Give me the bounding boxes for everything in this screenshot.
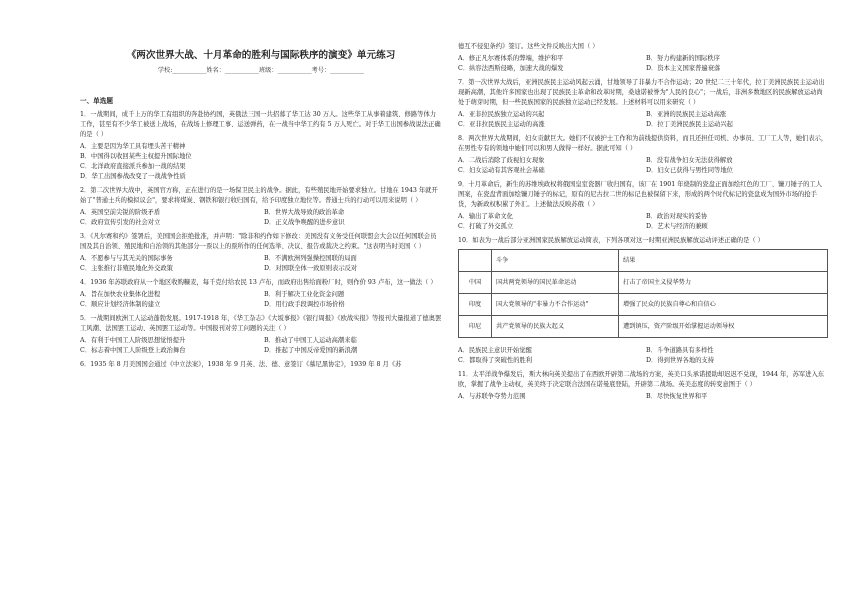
question-3 [80,232,442,274]
option-d: D．对国联全体一致原则表示反对 [264,265,358,272]
student-info-line: 学校:___________姓名：___________班级：___________考号：___________ [157,67,365,74]
table-header-row [459,250,828,272]
option-b: B．利于解决工业化资金问题 [264,291,345,298]
option-a: A．与苏联争夺势力范围 [458,393,526,400]
option-a: A．输出了革命文化 [458,213,513,220]
table-cell: 共产党领导的民族大起义 [492,316,619,338]
option-a: A．亚非拉民族独立运动的兴起 [458,111,545,118]
table-cell: 增强了民众的民族自尊心和自信心 [619,294,828,316]
question-6 [80,360,442,370]
table-header-cell: 斗争 [492,250,619,272]
option-a: A．主要是因为华工具有埋头苦干精神 [80,143,186,150]
option-b: B．世界大战导致的政治革命 [264,209,345,216]
option-d: D．推起了中国反帝爱国的新浪潮 [264,347,358,354]
option-d: D．拉丁美洲民族民主运动兴起 [646,121,733,128]
option-d: D．艺术与经济的兼顾 [646,223,708,230]
option-b: B．斗争道路具有多样性 [646,347,714,354]
options [458,392,828,402]
options [458,346,828,366]
option-c: C．顺应计划经济体制的建立 [80,301,161,308]
option-d: D．华工出国参战改变了一战战争性质 [80,173,186,180]
option-a: A．旨在加快农业集体化进程 [80,291,161,298]
option-a: A．二战后消除了歧视妇女现象 [458,157,545,164]
option-a: A．英国空前尖锐的阶级矛盾 [80,209,161,216]
table-row [459,316,828,338]
option-d: D．正义战争唤醒的进步意识 [264,219,345,226]
section-title: 一、单选题 [80,97,113,105]
table-cell: 遭到镇压，资产阶级开始掌握运动领导权 [619,316,828,338]
question-text: 4．1936 年苏联政府从一个地区收购糠麦，每千克付给农民 13 卢布，而政府出售给面粉厂时，则作价 93 卢布，这一做法（ ） [80,279,437,286]
option-c: C．都取得了突破性的胜利 [458,357,533,364]
question-text: 3．《凡尔赛和约》签署后，美国国会拒绝批准，并声明："除非和约作如下修改：美国没有义务受任何联盟会大会以任何国联会员国及其自治领、殖民地和自治领的其他部分一票以上的票所作的任何选举、决议、报告或裁决之约束。"这表明当时美国（ ） [80,233,437,250]
option-b: B．政治对现实的妥协 [646,213,708,220]
options [80,208,442,228]
options [80,290,442,310]
question-text: 2．第二次世界大战中，英国官方称，正在进行的是一场保卫民主的战争。据此，有些殖民地开始要求独立。甘地在 1943 年就开始了"普通士兵的模拟议会"，要求将煤炭、钢铁和银行收归国有，给予印度独立地位等。普通士兵的行动可以用来说明（ ） [80,187,438,204]
option-c: C．打破了外交孤立 [458,223,514,230]
question-text: 8．两次世界大战期间，妇女贡献巨大。她们不仅被护士工作和为前线提供资料，而且还担任司机、办事员、工厂工人等，她们表示，在男性专有的领地中她们可以和男人做得一样好。据此可知（ ） [458,135,828,152]
table-cell: 打击了帝国主义侵华势力 [619,272,828,294]
option-b: B．没有战争妇女无法获得解放 [646,157,733,164]
question-text: 9．十月革命后，新生的苏维埃政权将俄国皇室瓷器厂收归国有，该厂在 1901 年烧制的瓷盘正面加绘红色的工厂、镰刀锤子的工人图案，在瓷盘背面加绘镰刀锤子的标记，原有的尼古拉二世的标记也被保留下来，形成的两个时代标记的瓷盘成为国外市场的抢手货，为新政权积累了外汇。上述做法反映苏俄（ ） [458,181,823,208]
question-8 [458,134,828,176]
options [458,110,828,130]
question-5 [80,314,442,356]
liberation-movement-table [458,249,828,338]
option-c: C．妇女运动有其客观社会基础 [458,167,545,174]
table-cell: 国大党领导的"非暴力不合作运动" [492,294,619,316]
option-c: C．亚非拉民族民主运动的高涨 [458,121,545,128]
options [458,212,828,232]
option-b: B．不满欧洲列强操控国联的局面 [264,255,357,262]
option-b: B．努力构建新的国际秩序 [646,55,720,62]
question-11 [458,370,828,402]
question-text: 1．一战期间，成千上万的华工有组织的奔赴协约国，英俄法三国一共招募了华工达 30 万人。这些华工从事着建筑、修路等体力工作，甚至有不少华工被送上战场，在战场上修理工事、运送弹药，在一战当中华工约有 5 万人死亡。对于华工出国参战说法正确的是（ ） [80,111,441,138]
exam-title: 《两次世界大战、十月革命的胜利与国际秩序的演变》单元练习 [126,50,396,61]
table-header-cell: 结果 [619,250,828,272]
question-text: 10．如表为一战后部分亚洲国家民族解放运动简表，下列各项对这一时期亚洲民族解放运动评述正确的是（ ） [458,237,764,244]
question-7 [458,78,828,130]
question-9 [458,180,828,232]
option-d: D．资本主义国家普遍衰落 [646,65,721,72]
option-b: B．亚洲的民族民主运动高涨 [646,111,727,118]
question-text: 5．一战期间欧洲工人运动蓬勃发展。1917-1918 年，《华工杂志》《大坂事报》《银行周报》《欧战实报》等报刊大量报道了德奥罢工风潮、法国罢工运动、英国罢工运动等。中国报刊对劳工问题的关注（ ） [80,315,442,332]
question-6-options [458,54,828,74]
table-cell: 中国 [459,272,492,294]
question-text: 7．第一次世界大战后，亚洲民族民主运动风起云涌，甘地领导了非暴力不合作运动；20 世纪二三十年代，拉丁美洲民族民主运动出现新高潮，其他许多国家也出现了民族民主革命和改革时期，桑迪诺被誉为"人民的良心"；一战后，非洲多数地区的民族解放运动尚处于萌芽时期，但一些民族国家的民族独立运动已经发展。上述材料可以用来研究（ ） [458,79,825,106]
option-a: A．民族民主意识开始觉醒 [458,347,532,354]
option-d: D．得到世界各地的支持 [646,357,715,364]
table-cell: 国共两党领导的国民革命运动 [492,272,619,294]
table-row [459,272,828,294]
option-b: B．尽快恢复世界和平 [646,393,708,400]
option-b: B．推动了中国工人运动高潮来临 [264,337,357,344]
question-text: 11．太平洋战争爆发后，斯大林向英美提出了在西欧开辟第二战场的方案，英美口头承诺援助却迟迟不兑现，1944 年，苏军进入东欧，掌握了战争主动权，英美终于决定联合法国在诺曼底登陆，开辟第二战场。英美态度的转变意图于（ ） [458,371,825,388]
option-d: D．用行政手段调控市场价格 [264,301,345,308]
table-row [459,294,828,316]
options [80,336,442,356]
options [80,254,442,274]
option-a: A．有利于中国工人阶级思想觉悟提升 [80,337,186,344]
question-4 [80,278,442,310]
table-cell: 印度 [459,294,492,316]
option-d: D．妇女已获得与男性同等地位 [646,167,733,174]
option-c: C．政府宣传引发的社会对立 [80,219,161,226]
option-b: B．中国得以收回某些主权提升国际地位 [80,153,192,160]
option-a: A．修正凡尔赛体系的弊端，维护和平 [458,55,564,62]
option-c: C．北洋政府直接派兵参加一战的结果 [80,163,186,170]
question-6-continuation: 德互不侵犯条约》签订。这些文件反映出大国（ ） [458,43,599,50]
table-cell: 印尼 [459,316,492,338]
right-column [458,42,828,406]
option-c: C．纵容法西斯侵略，加速大战的爆发 [458,65,564,72]
option-c: C．标志着中国工人阶级登上政治舞台 [80,347,186,354]
question-10 [458,236,828,366]
question-1 [80,110,442,182]
option-a: A．不愿参与与其无关的国际事务 [80,255,173,262]
options [458,156,828,176]
table-header-cell [459,250,492,272]
question-2 [80,186,442,228]
question-text: 6．1935 年 8 月美国国会通过《中立法案》，1938 年 9 月英、法、德、意签订《慕尼黑协定》，1939 年 8 月《苏 [80,361,402,368]
options [80,142,442,182]
left-column [80,0,442,372]
option-c: C．主张推行非殖民地化外交政策 [80,265,173,272]
